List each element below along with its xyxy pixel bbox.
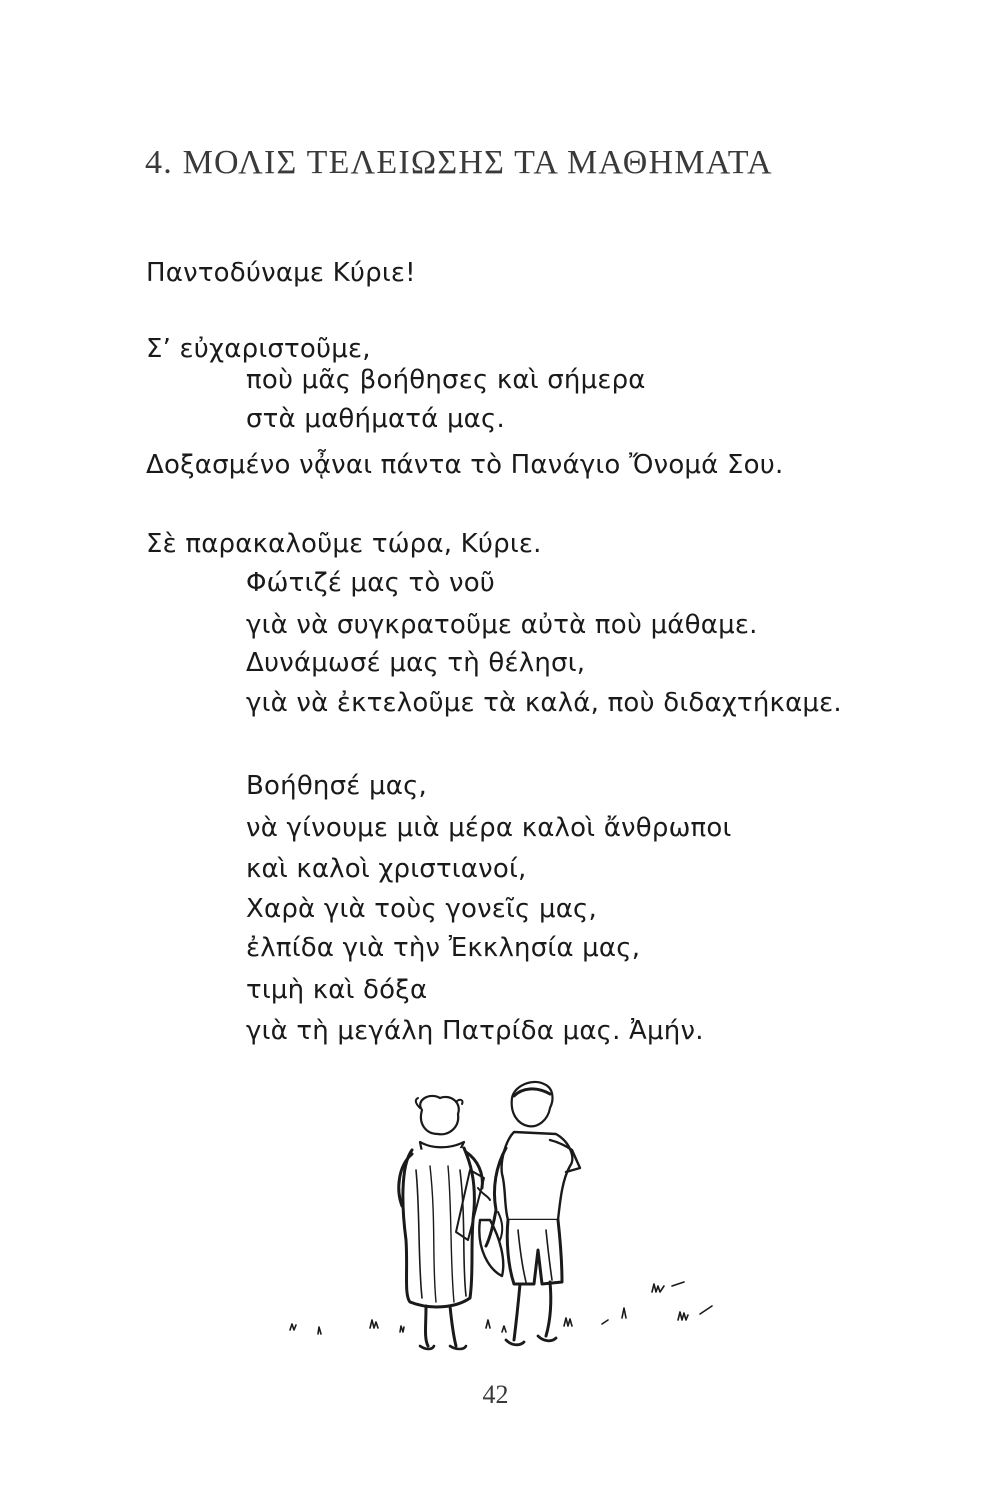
- page-title: 4. ΜΟΛΙΣ ΤΕΛΕΙΩΣΗΣ ΤΑ ΜΑΘΗΜΑΤΑ: [145, 144, 773, 181]
- boy-figure: [479, 1082, 580, 1345]
- prayer-line: γιὰ νὰ ἐκτελοῦμε τὰ καλά, ποὺ διδαχτήκαμε.: [246, 688, 842, 718]
- prayer-line: Παντοδύναμε Κύριε!: [146, 258, 416, 288]
- prayer-line: ἐλπίδα γιὰ τὴν Ἐκκλησία μας,: [246, 933, 641, 963]
- prayer-line: Δυνάμωσέ μας τὴ θέλησι,: [246, 648, 586, 678]
- prayer-line: Σὲ παρακαλοῦμε τώρα, Κύριε.: [146, 529, 542, 559]
- prayer-line: γιὰ νὰ συγκρατοῦμε αὐτὰ ποὺ μάθαμε.: [246, 610, 758, 640]
- prayer-line: καὶ καλοὶ χριστιανοί,: [246, 854, 527, 884]
- prayer-line: Δοξασμένο νᾆναι πάντα τὸ Πανάγιο Ὄνομά Σου.: [146, 450, 784, 480]
- girl-figure: [399, 1096, 490, 1349]
- prayer-line: γιὰ τὴ μεγάλη Πατρίδα μας. Ἀμήν.: [246, 1016, 704, 1046]
- prayer-line: στὰ μαθήματά μας.: [246, 404, 505, 434]
- prayer-line: νὰ γίνουμε μιὰ μέρα καλοὶ ἄνθρωποι: [246, 813, 732, 843]
- page-number: 42: [482, 1380, 509, 1409]
- prayer-line: Χαρὰ γιὰ τοὺς γονεῖς μας,: [246, 894, 597, 924]
- prayer-line: Βοήθησέ μας,: [246, 771, 428, 801]
- prayer-line: τιμὴ καὶ δόξα: [246, 975, 428, 1005]
- prayer-line: ποὺ μᾶς βοήθησες καὶ σήμερα: [246, 365, 646, 395]
- prayer-line: Φώτιζέ μας τὸ νοῦ: [246, 568, 496, 598]
- grass-strokes: [290, 1282, 712, 1334]
- children-sketch-illustration: [280, 1070, 740, 1360]
- prayer-line: Σ’ εὐχαριστοῦμε,: [146, 334, 371, 364]
